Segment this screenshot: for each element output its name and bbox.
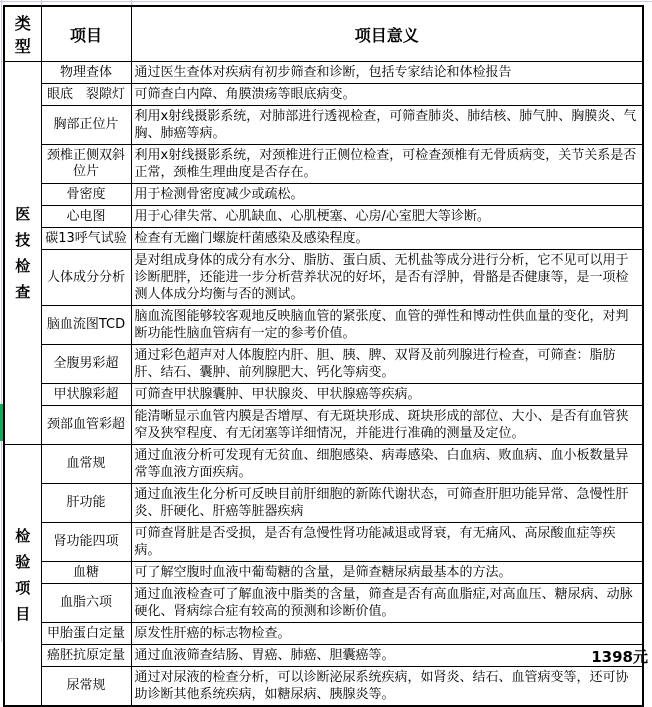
header-item: 项目 [41, 6, 131, 62]
table-row [4, 206, 643, 228]
table-row [4, 523, 643, 562]
table-row [4, 184, 643, 206]
header-type: 类型 [4, 6, 41, 62]
row-desc: 利用x射线摄影系统，对颈椎进行正侧位检查，可检查颈椎有无骨质病变，关节关系是否正常，颈椎生理曲度是否存在。 [131, 145, 643, 184]
table-row [4, 84, 643, 106]
row-desc: 可筛查肾脏是否受损，是否有急慢性肾功能减退或肾衰，有无痛风、高尿酸血症等疾病。 [131, 523, 643, 562]
row-desc: 通过医生查体对疾病有初步筛查和诊断，包括专家结论和体检报告 [131, 62, 643, 84]
exam-package-table [3, 5, 644, 707]
row-desc: 检查有无幽门螺旋杆菌感染及感染程度。 [131, 228, 643, 250]
row-item: 血糖 [41, 562, 131, 584]
row-item: 癌胚抗原定量 [41, 645, 131, 667]
row-item: 脑血流图TCD [41, 306, 131, 345]
row-desc: 用于检测骨密度减少或疏松。 [131, 184, 643, 206]
row-desc: 通过血液分析可发现有无贫血、细胞感染、病毒感染、白血病、败血病、血小板数量异常等血液方面疾病。 [131, 445, 643, 484]
table-row [4, 250, 643, 306]
table-row [4, 623, 643, 645]
row-desc: 利用x射线摄影系统，对肺部进行透视检查，可筛查肺炎、肺结核、肺气肿、胸膜炎、气胸、肺癌等病。 [131, 106, 643, 145]
table-row [4, 667, 643, 707]
row-desc: 可筛查白内障、角膜溃疡等眼底病变。 [131, 84, 643, 106]
table-row [4, 562, 643, 584]
section-cell-medtech [4, 62, 41, 445]
row-item: 物理查体 [41, 62, 131, 84]
row-item: 胸部正位片 [41, 106, 131, 145]
table-row [4, 645, 643, 667]
table-row [4, 406, 643, 445]
row-item: 颈部血管彩超 [41, 406, 131, 445]
section-cell-lab [4, 445, 41, 707]
row-item: 眼底 裂隙灯 [41, 84, 131, 106]
section-label: 医技检查 [15, 204, 31, 302]
table-row [4, 445, 643, 484]
row-item: 骨密度 [41, 184, 131, 206]
row-item: 甲状腺彩超 [41, 384, 131, 406]
table-row [4, 62, 643, 84]
row-desc: 用于心律失常、心肌缺血、心肌梗塞、心房/心室肥大等诊断。 [131, 206, 643, 228]
row-desc: 原发性肝癌的标志物检查。 [131, 623, 643, 645]
row-item: 人体成分分析 [41, 250, 131, 306]
row-item: 肾功能四项 [41, 523, 131, 562]
table-row [4, 145, 643, 184]
row-desc: 可筛查甲状腺囊肿、甲状腺炎、甲状腺癌等疾病。 [131, 384, 643, 406]
table-row [4, 345, 643, 384]
gridline-top [0, 1, 652, 2]
table-row [4, 484, 643, 523]
row-desc: 能清晰显示血管内膜是否增厚、有无斑块形成、斑块形成的部位、大小、是否有血管狭窄及狭窄程度、有无闭塞等详细情况，并能进行准确的测量及定位。 [131, 406, 643, 445]
table-row [4, 106, 643, 145]
row-item: 颈椎正侧双斜位片 [41, 145, 131, 184]
row-desc: 通过血液筛查结肠、胃癌、肺癌、胆囊癌等。 [131, 645, 643, 667]
header-row [4, 6, 643, 62]
table-row [4, 306, 643, 345]
table-row [4, 584, 643, 623]
row-desc: 是对组成身体的成分有水分、脂肪、蛋白质、无机盐等成分进行分析，它不见可以用于诊断肥胖，还能进一步分析营养状况的好坏，是否有浮肿，骨骼是否健康等，是一项检测人体成分均衡与否的测试。 [131, 250, 643, 306]
row-item: 心电图 [41, 206, 131, 228]
row-item: 血常规 [41, 445, 131, 484]
row-desc: 通过对尿液的检查分析，可以诊断泌尿系统疾病，如肾炎、结石、血管病变等，还可协助诊断其他系统疾病，如糖尿病、胰腺炎等。 [131, 667, 643, 707]
package-price: 1398元 [591, 648, 648, 666]
row-item: 血脂六项 [41, 584, 131, 623]
table-row [4, 384, 643, 406]
header-meaning: 项目意义 [131, 6, 643, 62]
section-label: 检验项目 [15, 526, 31, 624]
row-desc: 脑血流图能够较客观地反映脑血管的紧张度、血管的弹性和博动性供血量的变化，对判断功能性脑血管病有一定的参考价值。 [131, 306, 643, 345]
row-item: 肝功能 [41, 484, 131, 523]
row-item: 碳13呼气试验 [41, 228, 131, 250]
table-row [4, 228, 643, 250]
row-item: 尿常规 [41, 667, 131, 707]
row-item: 甲胎蛋白定量 [41, 623, 131, 645]
row-desc: 可了解空腹时血液中葡萄糖的含量，是筛查糖尿病最基本的方法。 [131, 562, 643, 584]
row-desc: 通过血液检查可了解血液中脂类的含量，筛查是否有高血脂症,对高血压、糖尿病、动脉硬化、肾病综合症有较高的预测和诊断价值。 [131, 584, 643, 623]
row-item: 全腹男彩超 [41, 345, 131, 384]
row-desc: 通过彩色超声对人体腹腔内肝、胆、胰、脾、双肾及前列腺进行检查，可筛查：脂肪肝、结石、囊肿、前列腺肥大、钙化等病变。 [131, 345, 643, 384]
row-desc: 通过血液生化分析可反映目前肝细胞的新陈代谢状态，可筛查肝胆功能异常、急慢性肝炎、肝硬化、肝癌等脏器疾病 [131, 484, 643, 523]
gridline-left [1, 0, 2, 642]
